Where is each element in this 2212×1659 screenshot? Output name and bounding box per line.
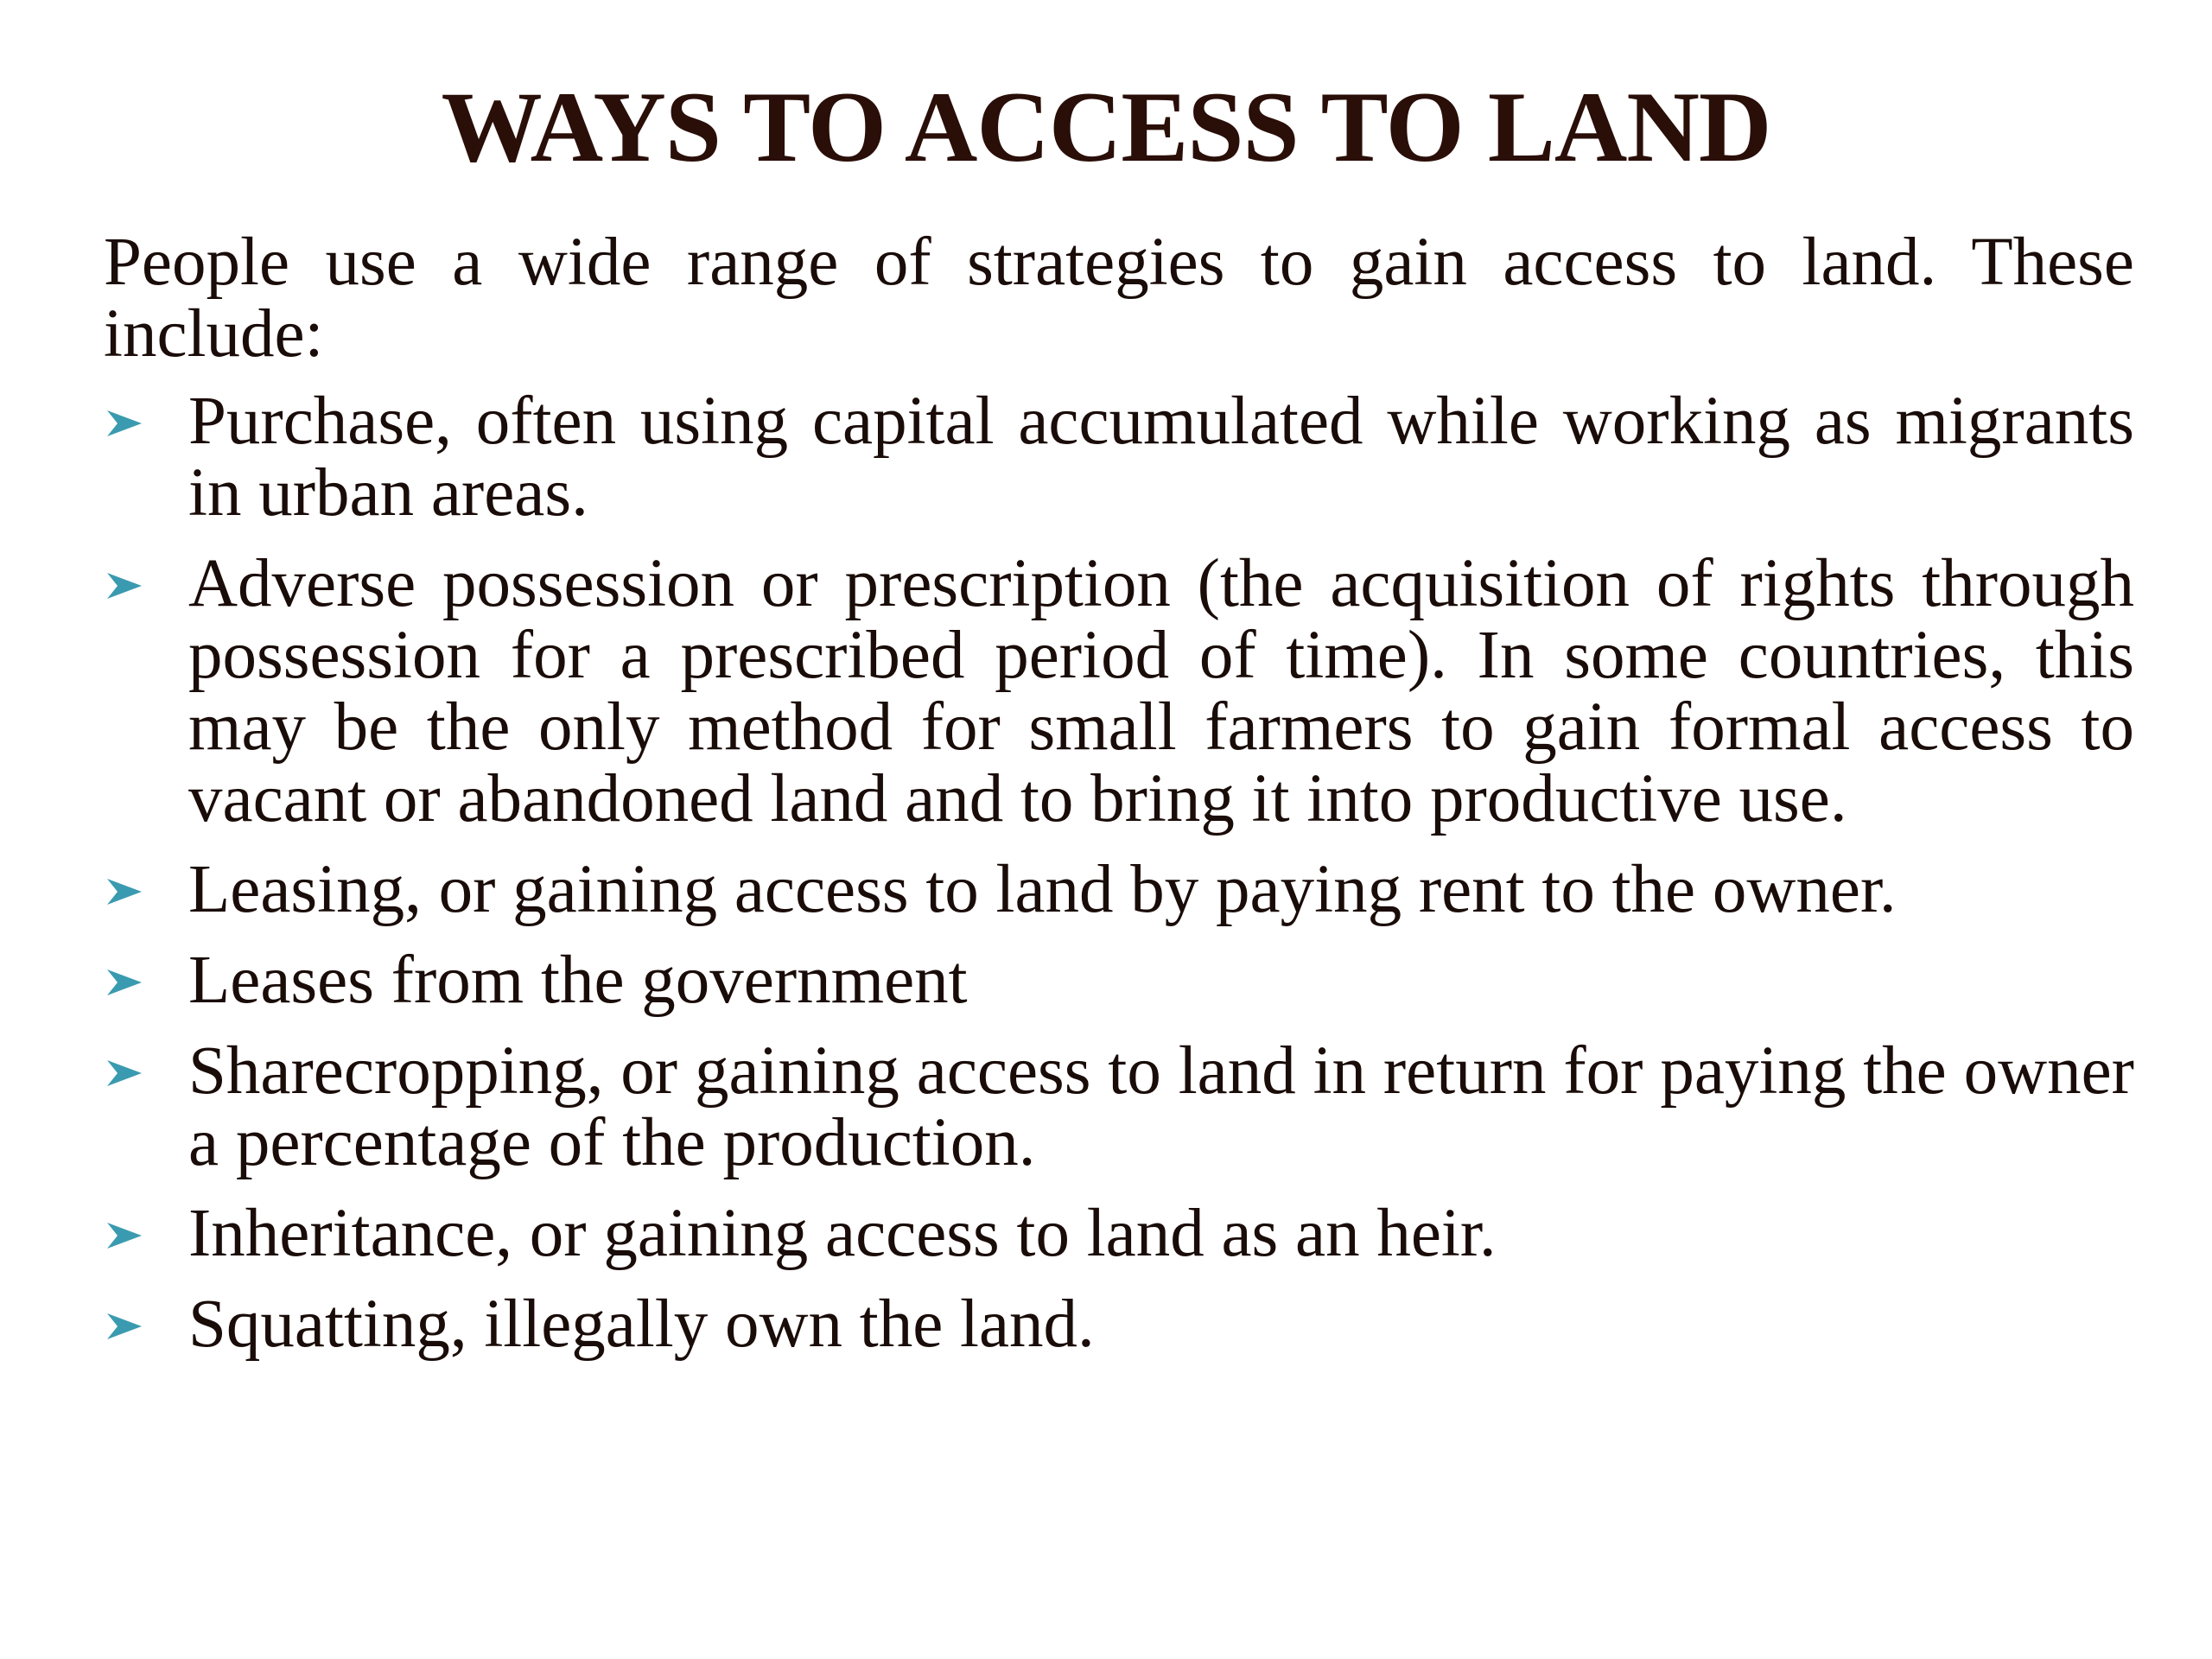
bullet-text: Leasing, or gaining access to land by paying rent to the owner. xyxy=(188,852,1897,927)
bullet-text: Adverse possession or prescription (the acquisition of rights through possession for a prescribed period of time). In some countries, this may be the only method for small farmers to gain formal access to vacant or abandoned land and to bring it into productive use. xyxy=(188,546,2134,836)
bullet-text: Inheritance, or gaining access to land as an heir. xyxy=(188,1196,1497,1271)
bullet-text: Sharecropping, or gaining access to land in return for paying the owner a percentage of the production. xyxy=(188,1033,2134,1180)
list-item xyxy=(104,1035,2134,1179)
arrow-bullet-icon xyxy=(105,408,143,439)
list-item xyxy=(104,1288,2134,1360)
list-item xyxy=(104,1198,2134,1269)
list-item xyxy=(104,854,2134,925)
slide-body xyxy=(104,226,2134,1379)
arrow-bullet-icon xyxy=(105,967,143,998)
bullet-text: Leases from the government xyxy=(188,943,968,1018)
arrow-bullet-icon xyxy=(105,570,143,601)
arrow-bullet-icon xyxy=(105,1220,143,1251)
list-item xyxy=(104,944,2134,1016)
intro-paragraph: People use a wide range of strategies to gain access to land. These include: xyxy=(104,225,2134,372)
slide-title: WAYS TO ACCESS TO LAND xyxy=(441,72,1771,183)
arrow-bullet-icon xyxy=(105,1311,143,1342)
bullet-list xyxy=(104,385,2134,1360)
list-item xyxy=(104,385,2134,529)
list-item xyxy=(104,548,2134,835)
bullet-text: Purchase, often using capital accumulated while working as migrants in urban areas. xyxy=(188,384,2134,531)
arrow-bullet-icon xyxy=(105,1058,143,1089)
bullet-text: Squatting, illegally own the land. xyxy=(188,1287,1095,1362)
arrow-bullet-icon xyxy=(105,876,143,907)
